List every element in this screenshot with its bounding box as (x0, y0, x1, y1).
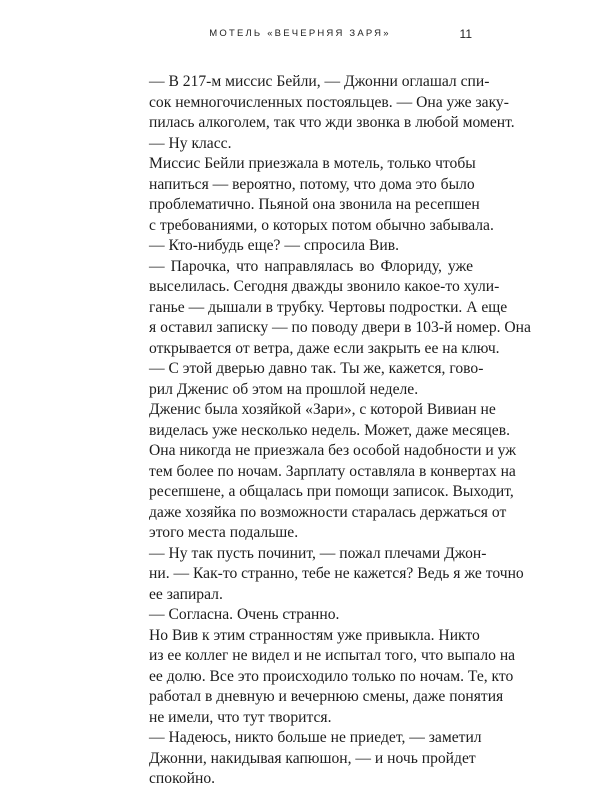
text-line: ганье — дышали в трубку. Чертовы подростки. А еще (149, 298, 508, 316)
text-line: — Ну класс. (149, 134, 232, 152)
text-line: — Согласна. Очень странно. (149, 606, 340, 623)
text-line: ни. — Как-то странно, тебе не кажется? Ведь я же точно (149, 565, 524, 582)
paragraph (128, 72, 515, 134)
text-line: не имели, что тут творится. (149, 708, 332, 726)
paragraph (128, 400, 516, 544)
text-line: Но Вив к этим странностям уже привыкла. Никто (149, 626, 480, 644)
page-number: 11 (459, 27, 472, 41)
text-line: — С этой дверью давно так. Ты же, кажется, гово- (149, 360, 484, 377)
text-line: тем более по ночам. Зарплату оставляла в конвертах на (149, 462, 516, 480)
text-line: — Надеюсь, никто больше не приедет, — заметил (149, 729, 482, 746)
paragraph (128, 626, 516, 729)
text-line: спокойно. (149, 770, 216, 787)
text-line: — Кто-нибудь еще? — спросила Вив. (149, 237, 399, 254)
text-line: ее долю. Все это происходило только по ночам. Те, кто (149, 667, 514, 685)
text-line: из ее коллег не видел и не испытал того, что выпало на (149, 647, 516, 664)
text-line: напиться — вероятно, потому, что дома это было (149, 175, 475, 193)
paragraph (128, 728, 482, 790)
text-line: я оставил записку — по поводу двери в 103-й номер. Она (149, 319, 531, 336)
text-line: — Ну так пусть починит, — пожал плечами Джон- (149, 544, 487, 562)
running-title: МОТЕЛЬ «ВЕЧЕРНЯЯ ЗАРЯ» (209, 28, 391, 39)
text-line: проблематично. Пьяной она звонила на ресепшен (149, 196, 480, 213)
paragraph (128, 544, 524, 606)
text-line: ее запирал. (149, 585, 223, 603)
text-line: открывается от ветра, даже если закрыть ее на ключ. (149, 339, 500, 357)
text-line: Она никогда не приезжала без особой надобности и уж (149, 442, 516, 459)
text-line: — В 217-м миссис Бейли, — Джонни оглашал спи- (149, 73, 490, 90)
paragraph (128, 154, 494, 236)
text-line: пилась алкоголем, так что жди звонка в любой момент. (149, 114, 515, 131)
text-line: Дженис была хозяйкой «Зари», с которой Вивиан не (149, 401, 496, 418)
text-line: виделась уже несколько недель. Может, даже месяцев. (149, 421, 510, 439)
paragraph (128, 257, 531, 360)
paragraph (128, 605, 473, 626)
body-text (128, 72, 531, 790)
paragraph (128, 134, 473, 155)
running-header (0, 27, 600, 47)
text-line: Джонни, накидывая капюшон, — и ночь пройдет (149, 749, 476, 767)
text-line: выселилась. Сегодня дважды звонило какое-то хули- (149, 278, 500, 295)
text-line: рил Дженис об этом на прошлой неделе. (149, 380, 419, 398)
text-line: сок немногочисленных постояльцев. — Она уже заку- (149, 93, 509, 111)
text-line: с требованиями, о которых потом обычно забывала. (149, 216, 494, 234)
text-line: Миссис Бейли приезжала в мотель, только чтобы (149, 155, 476, 172)
text-line: даже хозяйка по возможности старалась держаться от (149, 503, 507, 521)
text-line: — Парочка, что направлялась во Флориду, уже (149, 257, 473, 275)
text-line: работал в дневную и вечернюю смены, даже понятия (149, 688, 504, 705)
paragraph (128, 236, 473, 257)
paragraph (128, 359, 484, 400)
text-line: ресепшене, а общалась при помощи записок. Выходит, (149, 483, 514, 500)
text-line: этого места подальше. (149, 524, 299, 541)
